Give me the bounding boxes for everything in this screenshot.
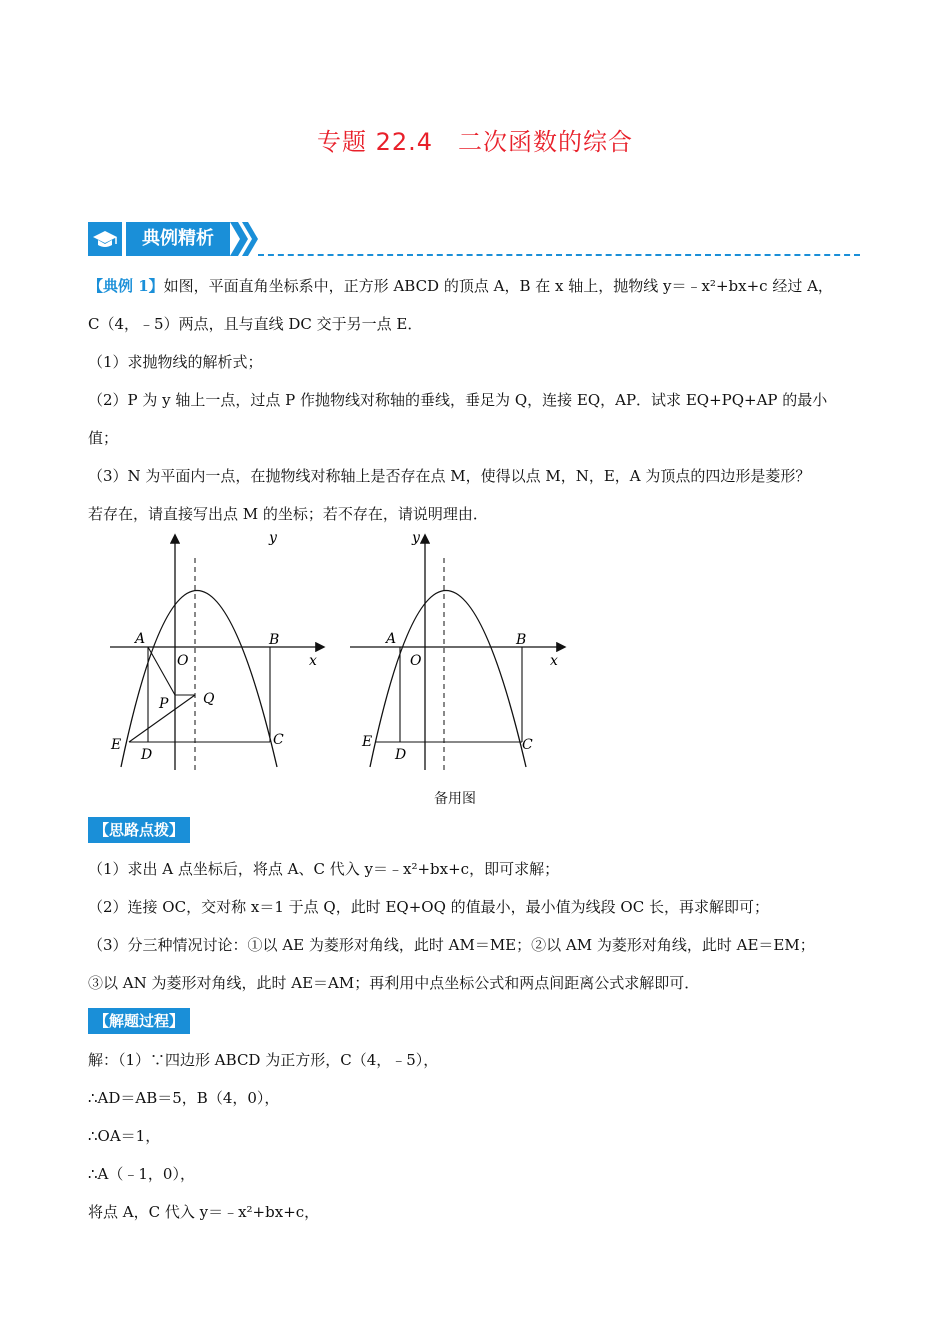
example-line: （2）P 为 y 轴上一点，过点 P 作抛物线对称轴的垂线，垂足为 Q，连接 EQ，AP．试求 EQ+PQ+AP 的最小 [88, 391, 828, 409]
label-c: C [273, 732, 284, 748]
example-tag: 【典例 1】 [88, 277, 164, 295]
label-y: y [412, 530, 420, 546]
parabola [370, 591, 526, 768]
parabola [121, 591, 280, 768]
example-line: （1）求抛物线的解析式； [88, 353, 263, 371]
page-title: 专题 22.4 二次函数的综合 [316, 128, 634, 156]
example-line: C（4，﹣5）两点，且与直线 DC 交于另一点 E． [88, 315, 423, 333]
label-o: O [177, 653, 189, 669]
solution-line: ∴A（﹣1，0）， [88, 1165, 195, 1183]
hint-tag: 【思路点拨】 [88, 817, 190, 843]
figure-left [105, 530, 330, 775]
hint-line: （3）分三种情况讨论：①以 AE 为菱形对角线，此时 AM＝ME；②以 AM 为菱形对角线，此时 AE＝EM； [88, 936, 815, 954]
label-d: D [141, 747, 153, 763]
example-line: （3）N 为平面内一点，在抛物线对称轴上是否存在点 M，使得以点 M，N，E，A 为顶点的四边形是菱形？ [88, 467, 811, 485]
label-e: E [362, 734, 373, 750]
example-line: 值； [88, 429, 119, 447]
segment-ap [148, 647, 175, 695]
label-q: Q [203, 691, 215, 707]
label-y: y [269, 530, 277, 546]
solution-line: 解：（1）∵四边形 ABCD 为正方形，C（4，﹣5）， [88, 1051, 439, 1069]
example-line: 若存在，请直接写出点 M 的坐标；若不存在，请说明理由． [88, 505, 488, 523]
label-c: C [522, 737, 533, 753]
solution-line: ∴OA＝1， [88, 1127, 161, 1145]
label-b: B [516, 632, 527, 648]
section-banner-label: 典例精析 [142, 228, 214, 249]
label-a: A [386, 631, 397, 647]
example-line: 【典例 1】如图，平面直角坐标系中，正方形 ABCD 的顶点 A，B 在 x 轴上，抛物线 y＝﹣x²+bx+c 经过 A， [88, 277, 833, 295]
solution-tag: 【解题过程】 [88, 1008, 190, 1034]
label-e: E [111, 737, 122, 753]
solution-line: 将点 A，C 代入 y＝﹣x²+bx+c， [88, 1203, 320, 1221]
label-o: O [410, 653, 422, 669]
figure-right [346, 530, 571, 775]
figure-caption: 备用图 [434, 791, 476, 807]
section-banner [88, 222, 868, 256]
hint-line: ③以 AN 为菱形对角线，此时 AE＝AM；再利用中点坐标公式和两点间距离公式求解即可． [88, 974, 700, 992]
hint-line: （1）求出 A 点坐标后，将点 A、C 代入 y＝﹣x²+bx+c，即可求解； [88, 860, 560, 878]
label-b: B [269, 632, 280, 648]
hint-line: （2）连接 OC，交对称 x＝1 于点 Q，此时 EQ+OQ 的值最小，最小值为线段 OC 长，再求解即可； [88, 898, 769, 916]
solution-line: ∴AD＝AB＝5，B（4，0）， [88, 1089, 280, 1107]
chevron-right-icon [228, 222, 258, 256]
label-p: P [159, 696, 169, 712]
label-x: x [550, 653, 558, 669]
banner-divider [258, 254, 860, 256]
graduation-cap-icon [88, 222, 122, 256]
label-x: x [309, 653, 317, 669]
section-banner-label-box [126, 222, 230, 256]
label-a: A [135, 631, 146, 647]
label-d: D [395, 747, 407, 763]
